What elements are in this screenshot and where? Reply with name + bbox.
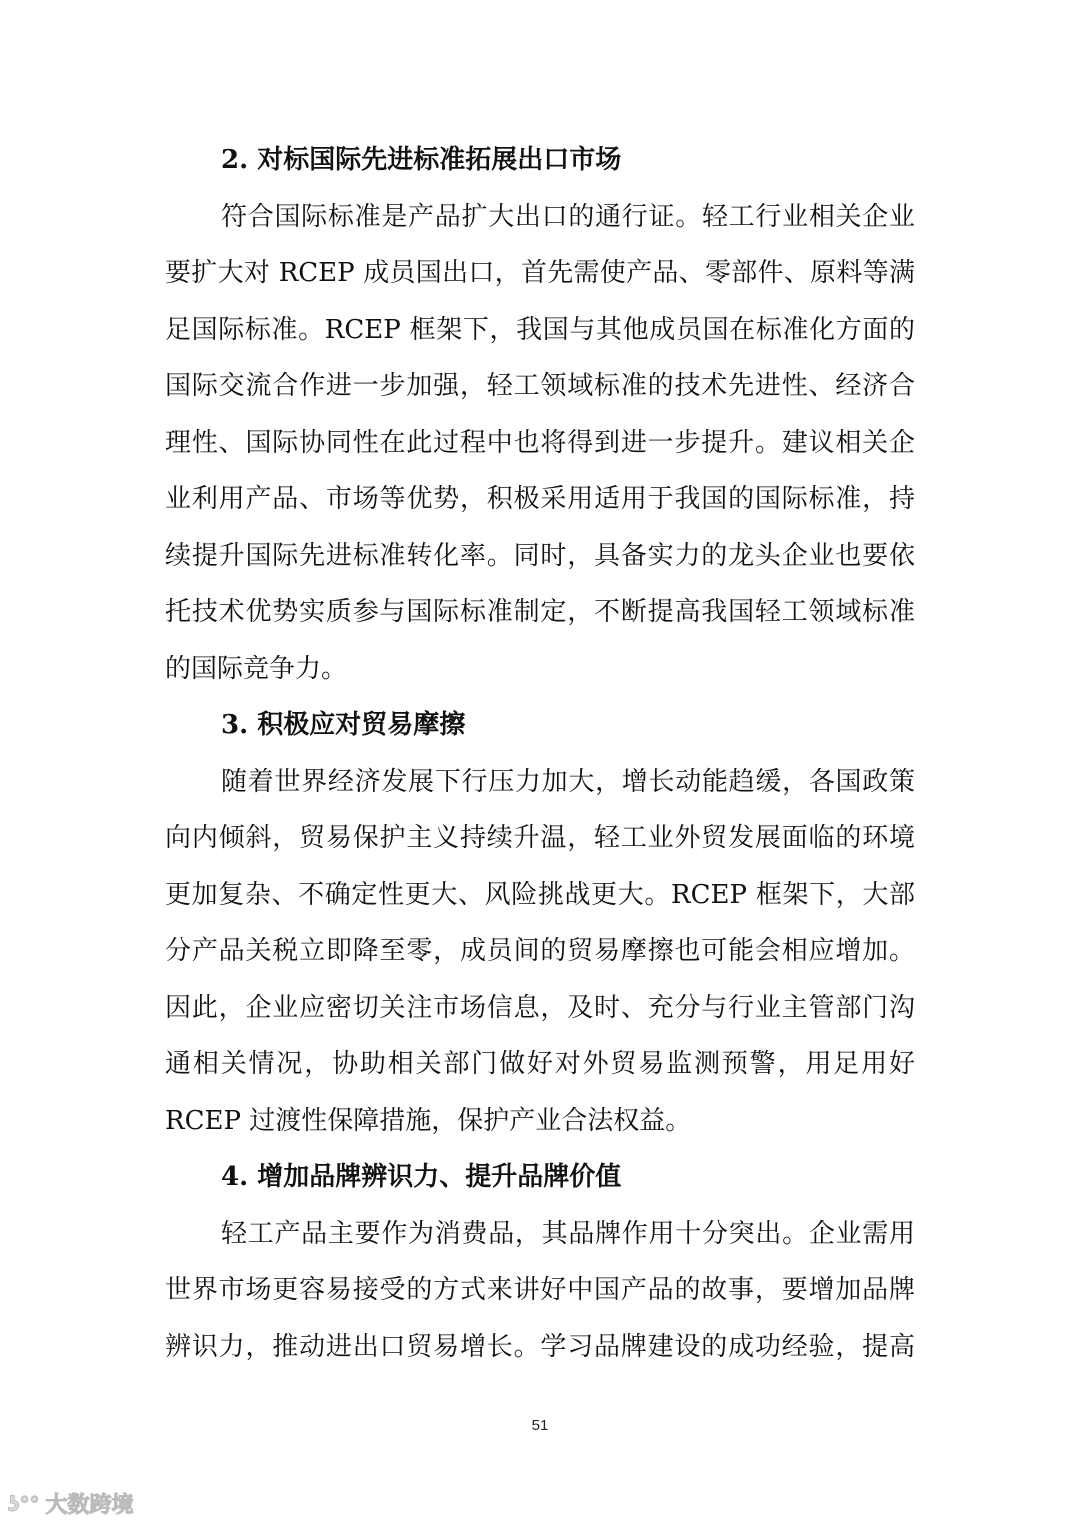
paragraph-line: 业利用产品、市场等优势，积极采用适用于我国的国际标准，持 [165, 484, 915, 514]
document-body [165, 132, 915, 1375]
watermark [8, 1488, 133, 1519]
paragraph-line: 托技术优势实质参与国际标准制定，不断提高我国轻工领域标准 [165, 597, 915, 627]
section-heading: 4. 增加品牌辨识力、提升品牌价值 [221, 1162, 622, 1192]
paragraph-line: 续提升国际先进标准转化率。同时，具备实力的龙头企业也要依 [165, 540, 915, 571]
paragraph-line: 通相关情况，协助相关部门做好对外贸易监测预警，用足用好 [165, 1049, 915, 1079]
paragraph-line: 理性、国际协同性在此过程中也将得到进一步提升。建议相关企 [165, 427, 915, 458]
watermark-logo-icon: ʖ°° [8, 1491, 40, 1516]
paragraph-line: 足国际标准。RCEP 框架下，我国与其他成员国在标准化方面的 [165, 314, 915, 345]
paragraph-line: RCEP 过渡性保障措施，保护产业合法权益。 [165, 1105, 692, 1136]
page-number: 51 [531, 1417, 549, 1434]
paragraph-line: 向内倾斜，贸易保护主义持续升温，轻工业外贸发展面临的环境 [165, 823, 915, 853]
paragraph-line: 国际交流合作进一步加强，轻工领域标准的技术先进性、经济合 [165, 371, 915, 401]
paragraph-line: 要扩大对 RCEP 成员国出口，首先需使产品、零部件、原料等满 [165, 258, 915, 288]
paragraph-line: 辨识力，推动进出口贸易增长。学习品牌建设的成功经验，提高 [165, 1331, 915, 1362]
section-heading: 3. 积极应对贸易摩擦 [221, 710, 466, 740]
paragraph-line: 轻工产品主要作为消费品，其品牌作用十分突出。企业需用 [221, 1218, 915, 1249]
watermark-text: 大数跨境 [45, 1493, 134, 1518]
paragraph-line: 世界市场更容易接受的方式来讲好中国产品的故事，要增加品牌 [165, 1275, 915, 1305]
section-heading: 2. 对标国际先进标准拓展出口市场 [221, 145, 622, 175]
paragraph-line: 符合国际标准是产品扩大出口的通行证。轻工行业相关企业 [221, 201, 915, 232]
paragraph-line: 分产品关税立即降至零，成员间的贸易摩擦也可能会相应增加。 [165, 936, 915, 966]
paragraph-line: 的国际竞争力。 [165, 653, 348, 684]
paragraph-line: 更加复杂、不确定性更大、风险挑战更大。RCEP 框架下，大部 [165, 879, 915, 910]
paragraph-line: 随着世界经济发展下行压力加大，增长动能趋缓，各国政策 [221, 766, 915, 797]
paragraph-line: 因此，企业应密切关注市场信息，及时、充分与行业主管部门沟 [165, 992, 915, 1023]
